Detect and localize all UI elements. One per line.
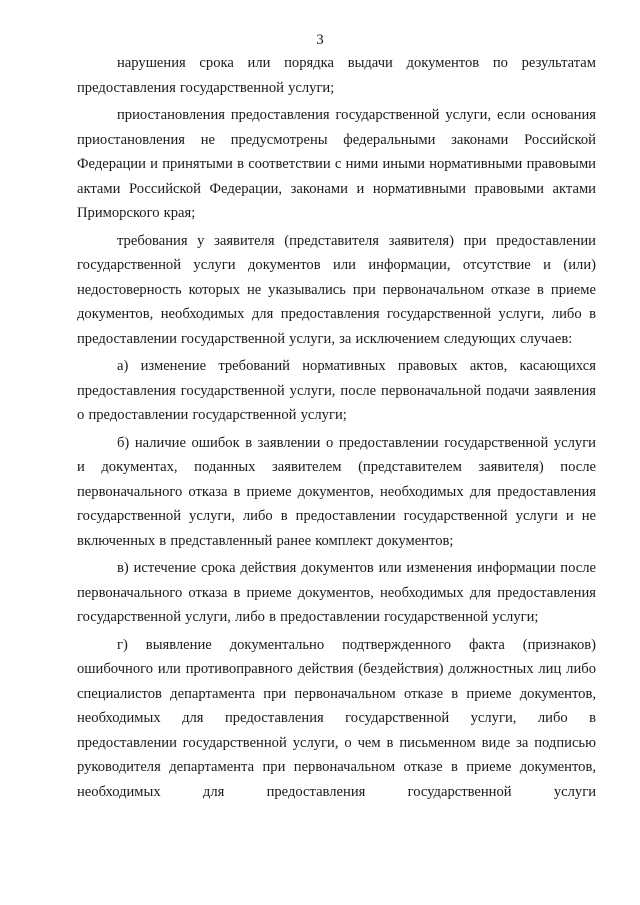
list-item-b: б) наличие ошибок в заявлении о предоставлении государственной услуги и документах, поданных заявителем (представителем заявителя) после первоначального отказа в приеме документов, необходимых для предоставления государственной услуги, либо в предоставлении государственной услуги и не включенных в представленный ранее комплект документов; <box>77 434 596 549</box>
document-body <box>77 51 596 804</box>
list-item-g: г) выявление документально подтвержденного факта (признаков) ошибочного или противоправного действия (бездействия) должностных лиц либо специалистов департамента при первоначальном отказе в приеме документов, необходимых для предоставления государственной услуги, либо в предоставлении государственной услуги, о чем в письменном виде за подписью руководителя департамента при первоначальном отказе в приеме документов, необходимых для предоставления государственной услуги <box>77 636 596 800</box>
paragraph-violation-of-deadline: нарушения срока или порядка выдачи документов по результатам предоставления государственной услуги; <box>77 55 596 96</box>
page-number: 3 <box>316 32 324 48</box>
paragraph-suspension-of-service: приостановления предоставления государственной услуги, если основания приостановления не предусмотрены федеральными законами Российской Федерации и принятыми в соответствии с ними иными нормативными правовыми актами Российской Федерации, законами и нормативными правовыми актами Приморского края; <box>77 107 596 221</box>
list-item-a: а) изменение требований нормативных правовых актов, касающихся предоставления государственной услуги, после первоначальной подачи заявления о предоставлении государственной услуги; <box>77 358 596 423</box>
list-item-v: в) истечение срока действия документов или изменения информации после первоначального отказа в приеме документов, необходимых для предоставления государственной услуги, либо в предоставлении государственной услуги; <box>77 560 596 625</box>
paragraph-document-requirements: требования у заявителя (представителя заявителя) при предоставлении государственной услуги документов или информации, отсутствие и (или) недостоверность которых не указывались при первоначальном отказе в приеме документов, необходимых для предоставления государственной услуги, либо в предоставлении государственной услуги, за исключением следующих случаев: <box>77 232 596 347</box>
